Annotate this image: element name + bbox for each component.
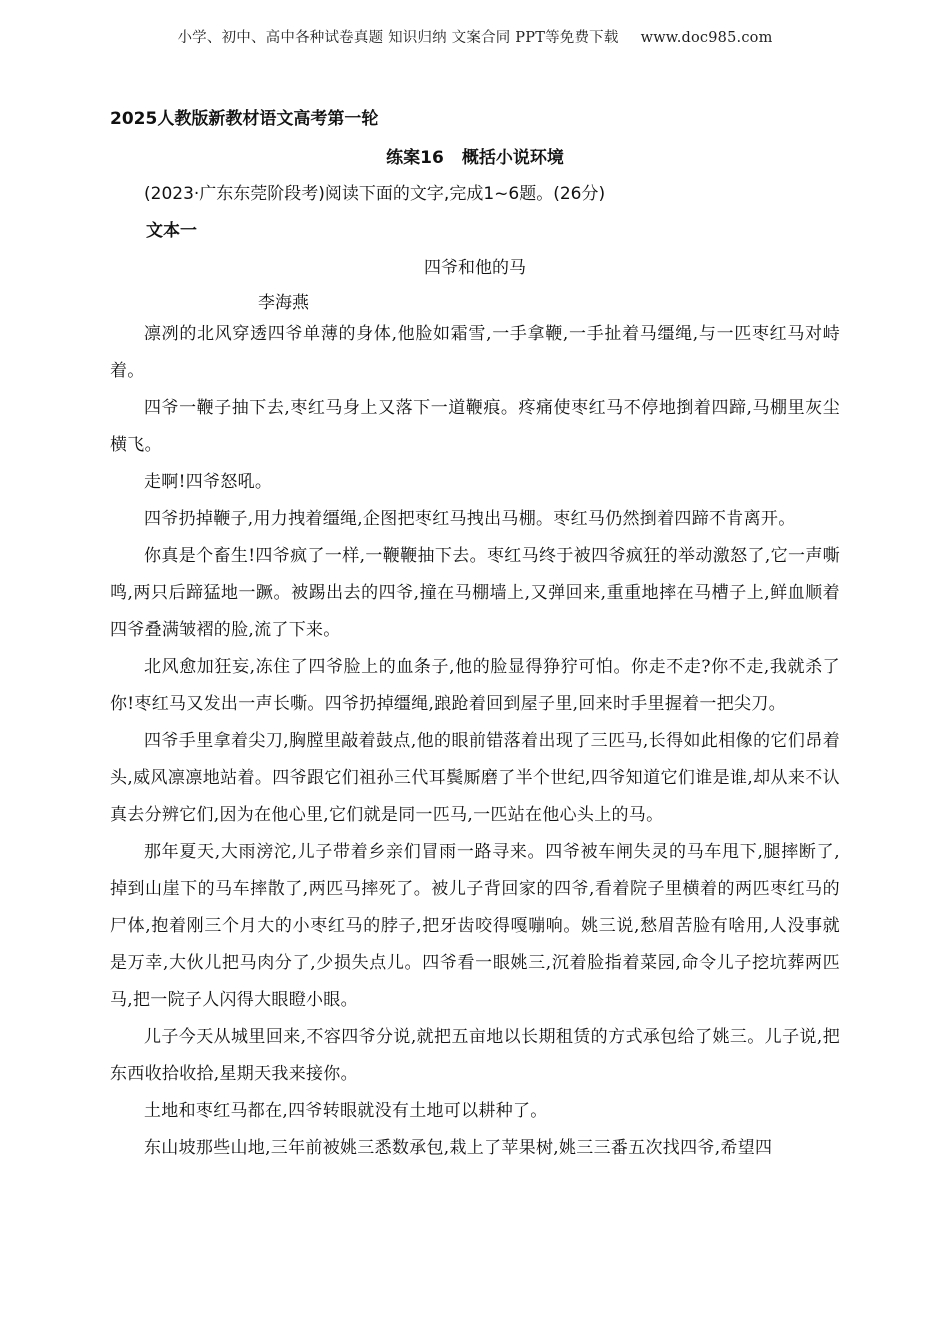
story-paragraph: 凛冽的北风穿透四爷单薄的身体,他脸如霜雪,一手拿鞭,一手扯着马缰绳,与一匹枣红马对峙着。 — [110, 324, 840, 381]
story-paragraph: 土地和枣红马都在,四爷转眼就没有土地可以耕种了。 — [144, 1101, 548, 1121]
story-paragraph: 北风愈加狂妄,冻住了四爷脸上的血条子,他的脸显得狰狞可怕。你走不走?你不走,我就杀了你!枣红马又发出一声长嘶。四爷扔掉缰绳,踉跄着回到屋子里,回来时手里握着一把尖刀。 — [110, 657, 840, 714]
exercise-topic: 概括小说环境 — [461, 148, 564, 168]
story-author: 李海燕 — [258, 293, 309, 313]
story-paragraph: 儿子今天从城里回来,不容四爷分说,就把五亩地以长期租赁的方式承包给了姚三。儿子说,把东西收拾收拾,星期天我来接你。 — [110, 1027, 840, 1084]
exercise-title — [0, 143, 950, 168]
story-paragraph: 走啊!四爷怒吼。 — [144, 472, 273, 492]
story-paragraph: 东山坡那些山地,三年前被姚三悉数承包,栽上了苹果树,姚三三番五次找四爷,希望四 — [144, 1138, 773, 1158]
story-paragraph: 你真是个畜生!四爷疯了一样,一鞭鞭抽下去。枣红马终于被四爷疯狂的举动激怒了,它一声嘶鸣,两只后蹄猛地一蹶。被踢出去的四爷,撞在马棚墙上,又弹回来,重重地摔在马槽子上,鲜血顺着四爷叠满皱褶的脸,流了下来。 — [110, 546, 840, 640]
story-paragraph: 四爷手里拿着尖刀,胸膛里敲着鼓点,他的眼前错落着出现了三匹马,长得如此相像的它们昂着头,威风凛凛地站着。四爷跟它们祖孙三代耳鬓厮磨了半个世纪,四爷知道它们谁是谁,却从来不认真去分辨它们,因为在他心里,它们就是同一匹马,一匹站在他心头上的马。 — [110, 731, 840, 825]
instruction-text: (2023·广东东莞阶段考)阅读下面的文字,完成1~6题。(26分) — [144, 184, 606, 204]
page-header — [0, 26, 950, 47]
story-paragraph: 那年夏天,大雨滂沱,儿子带着乡亲们冒雨一路寻来。四爷被车闸失灵的马车甩下,腿摔断了,掉到山崖下的马车摔散了,两匹马摔死了。被儿子背回家的四爷,看着院子里横着的两匹枣红马的尸体,抱着刚三个月大的小枣红马的脖子,把牙齿咬得嘎嘣响。姚三说,愁眉苦脸有啥用,人没事就是万幸,大伙儿把马肉分了,少损失点儿。四爷看一眼姚三,沉着脸指着菜园,命令儿子挖坑葬两匹马,把一院子人闪得大眼瞪小眼。 — [110, 842, 840, 1010]
story-paragraph: 四爷一鞭子抽下去,枣红马身上又落下一道鞭痕。疼痛使枣红马不停地捯着四蹄,马棚里灰尘横飞。 — [110, 398, 840, 455]
series-title: 2025人教版新教材语文高考第一轮 — [110, 109, 379, 129]
exercise-number: 练案16 — [386, 148, 444, 168]
header-url[interactable]: www.doc985.com — [640, 30, 773, 46]
story-paragraph: 四爷扔掉鞭子,用力拽着缰绳,企图把枣红马拽出马棚。枣红马仍然捯着四蹄不肯离开。 — [144, 509, 796, 529]
header-ad-text: 小学、初中、高中各种试卷真题 知识归纳 文案合同 PPT等免费下载 — [177, 30, 619, 46]
story-body — [110, 316, 840, 1167]
story-title: 四爷和他的马 — [424, 258, 526, 278]
text-label: 文本一 — [146, 221, 197, 241]
